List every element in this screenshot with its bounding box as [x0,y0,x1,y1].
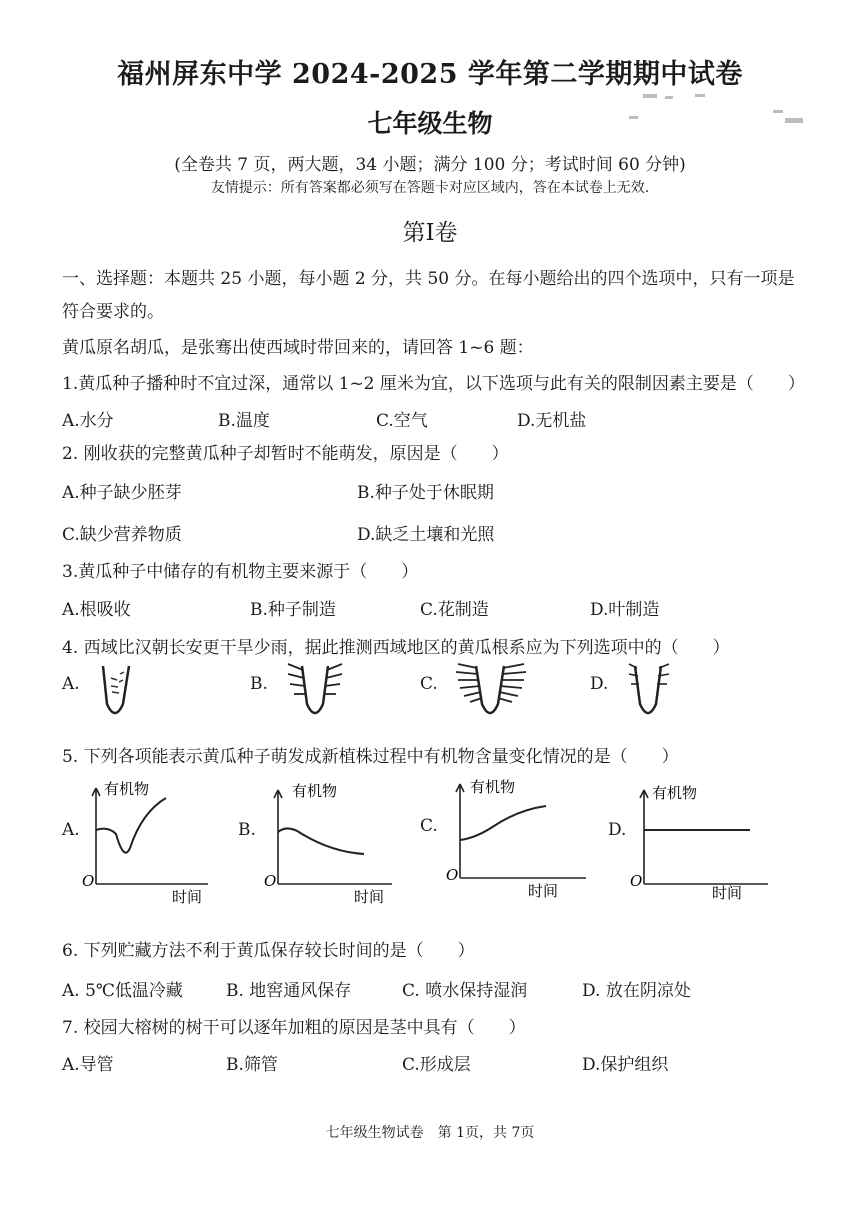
exam-tip: 友情提示：所有答案都必须写在答题卡对应区域内，答在本试卷上无效. [210,180,650,196]
q2-option-b[interactable]: B.种子处于休眠期 [357,483,494,503]
q1-option-c[interactable]: C.空气 [376,411,428,431]
question-6-stem: 6. 下列贮藏方法不利于黄瓜保存较长时间的是（ ） [62,941,475,961]
q5-option-c-label[interactable]: C. [420,816,438,836]
graph-a-x-label: 时间 [172,888,203,906]
graph-c-origin: O [446,866,459,884]
root-diagram-a[interactable] [95,660,145,726]
graph-c[interactable] [446,772,596,902]
graph-b[interactable] [262,776,402,906]
question-3-stem: 3.黄瓜种子中储存的有机物主要来源于（ ） [62,562,419,582]
question-5-stem: 5. 下列各项能表示黄瓜种子萌发成新植株过程中有机物含量变化情况的是（ ） [62,747,679,767]
q3-option-b[interactable]: B.种子制造 [250,600,336,620]
q7-option-c[interactable]: C.形成层 [402,1055,471,1075]
graph-c-y-label: 有机物 [470,778,516,796]
question-4-stem: 4. 西域比汉朝长安更干旱少雨，据此推测西域地区的黄瓜根系应为下列选项中的（ ） [62,638,730,658]
exam-title: 福州屏东中学 2024-2025 学年第二学期期中试卷 [117,59,743,90]
q4-option-c-label[interactable]: C. [420,674,438,694]
exam-info: (全卷共 7 页，两大题，34 小题；满分 100 分；考试时间 60 分钟) [174,155,686,175]
graph-b-x-label: 时间 [354,888,385,906]
q7-option-b[interactable]: B.筛管 [226,1055,278,1075]
q2-option-d[interactable]: D.缺乏土壤和光照 [357,525,495,545]
page-footer: 七年级生物试卷 第 1页，共 7页 [325,1125,535,1141]
q1-option-a[interactable]: A.水分 [62,411,114,431]
graph-d[interactable] [628,776,778,906]
q6-option-a[interactable]: A. 5℃低温冷藏 [62,981,183,1001]
root-diagram-c[interactable] [452,660,532,726]
question-7-stem: 7. 校园大榕树的树干可以逐年加粗的原因是茎中具有（ ） [62,1018,526,1038]
q3-option-d[interactable]: D.叶制造 [590,600,660,620]
graph-d-origin: O [630,872,643,890]
section-title: 第Ⅰ卷 [402,220,458,246]
q6-option-d[interactable]: D. 放在阴凉处 [582,981,691,1001]
context-text: 黄瓜原名胡瓜，是张骞出使西域时带回来的，请回答 1~6 题： [62,338,534,358]
graph-a-origin: O [82,872,95,890]
q3-option-a[interactable]: A.根吸收 [62,600,131,620]
graph-a[interactable] [80,776,220,906]
graph-b-y-label: 有机物 [292,782,338,800]
root-diagram-d[interactable] [625,660,675,726]
q4-option-d-label[interactable]: D. [590,674,609,694]
q2-option-c[interactable]: C.缺少营养物质 [62,525,182,545]
graph-c-x-label: 时间 [528,882,559,900]
question-1-stem: 1.黄瓜种子播种时不宜过深，通常以 1~2 厘米为宜，以下选项与此有关的限制因素主要是（ ） [62,374,805,394]
graph-a-y-label: 有机物 [104,780,150,798]
q3-option-c[interactable]: C.花制造 [420,600,489,620]
q6-option-c[interactable]: C. 喷水保持湿润 [402,981,528,1001]
q1-option-d[interactable]: D.无机盐 [517,411,587,431]
q5-option-b-label[interactable]: B. [238,820,256,840]
q1-option-b[interactable]: B.温度 [218,411,270,431]
q5-option-a-label[interactable]: A. [62,820,80,840]
graph-b-origin: O [264,872,277,890]
q5-option-d-label[interactable]: D. [608,820,627,840]
q7-option-d[interactable]: D.保护组织 [582,1055,669,1075]
q4-option-a-label[interactable]: A. [62,674,80,694]
q6-option-b[interactable]: B. 地窖通风保存 [226,981,352,1001]
graph-d-x-label: 时间 [712,884,743,902]
root-diagram-b[interactable] [282,660,352,726]
q7-option-a[interactable]: A.导管 [62,1055,114,1075]
instruction-line-2: 符合要求的。 [62,302,164,322]
instruction-line-1: 一、选择题：本题共 25 小题，每小题 2 分，共 50 分。在每小题给出的四个选项中，只有一项是 [62,269,795,289]
exam-subtitle: 七年级生物 [367,109,493,138]
q4-option-b-label[interactable]: B. [250,674,268,694]
q2-option-a[interactable]: A.种子缺少胚芽 [62,483,182,503]
graph-d-y-label: 有机物 [652,784,698,802]
question-2-stem: 2. 刚收获的完整黄瓜种子却暂时不能萌发，原因是（ ） [62,444,509,464]
